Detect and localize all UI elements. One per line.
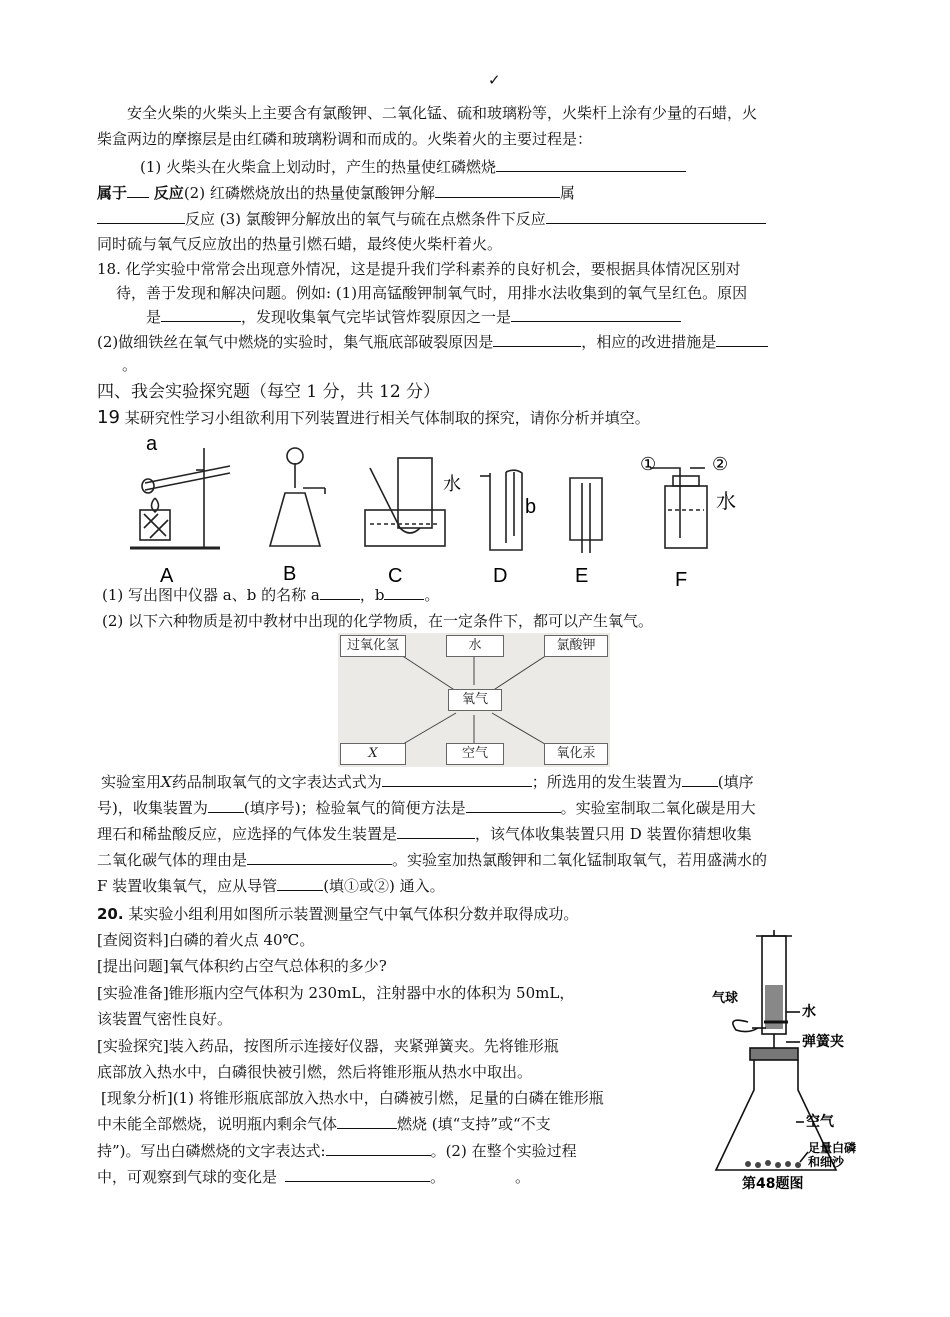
q18-line-2: 待，善于发现和解决问题。例如: (1)用高锰酸钾制氧气时，用排水法收集到的氧气呈红色。原因: [116, 284, 748, 302]
q18-line-1: 18. 化学实验中常常会出现意外情况，这是提升我们学科素养的良好机会，要根据具体情况区别对: [97, 260, 741, 278]
answer-blank[interactable]: [161, 305, 241, 322]
intro-line-1: 安全火柴的火柴头上主要含有氯酸钾、二氧化锰、硫和玻璃粉等，火柴杆上涂有少量的石蜡，火: [127, 104, 758, 122]
label-water-f: 水: [716, 489, 736, 513]
label-port-2: ②: [712, 454, 729, 475]
answer-blank[interactable]: [682, 770, 718, 787]
box-oxygen: 氧气: [448, 689, 502, 711]
box-kclo3: 氯酸钾: [544, 635, 608, 657]
figure-48: [708, 930, 878, 1192]
label-A: A: [160, 565, 174, 587]
q19-part-1: (1) 写出图中仪器 a、b 的名称 a ，b 。: [102, 583, 439, 607]
answer-blank[interactable]: [326, 1139, 431, 1156]
fig48-water-label: 水: [802, 1004, 816, 1020]
apparatus-figure: [120, 428, 760, 590]
fig48-balloon-label: 气球: [712, 991, 739, 1006]
answer-blank[interactable]: [337, 1112, 397, 1129]
answer-blank[interactable]: [397, 822, 475, 839]
q20-line-8: [现象分析](1) 将锥形瓶底部放入热水中，白磷被引燃，足量的白磷在锥形瓶: [101, 1089, 604, 1107]
intro-line-5: 反应 (3) 氯酸钾分解放出的氧气与硫在点燃条件下反应: [97, 207, 766, 231]
q18-line-5: 。: [122, 356, 138, 374]
q19-line-7: F 装置收集氧气，应从导管 (填①或②) 通入。: [97, 874, 445, 898]
q19-part-2: (2) 以下六种物质是初中教材中出现的化学物质，在一定条件下，都可以产生氧气。: [102, 612, 654, 630]
answer-blank[interactable]: [97, 207, 185, 224]
answer-blank[interactable]: [716, 330, 768, 347]
q20-line-5: 该装置气密性良好。: [97, 1010, 233, 1028]
answer-blank[interactable]: [493, 330, 581, 347]
q19-line-3: 实验室用X药品制取氧气的文字表达式式为 ；所选用的发生装置为 (填序: [101, 770, 754, 794]
label-E: E: [575, 565, 589, 587]
fig48-phosphorus-label-1: 足量白磷: [808, 1141, 857, 1155]
answer-blank[interactable]: [466, 796, 561, 813]
answer-blank[interactable]: [496, 155, 686, 172]
label-C: C: [388, 565, 403, 587]
label-port-1: ①: [640, 454, 657, 475]
answer-blank[interactable]: [285, 1165, 430, 1182]
intro-line-6: 同时硫与氧气反应放出的热量引燃石蜡，最终使火柴杆着火。: [97, 235, 503, 253]
q20-line-10: 持”)。写出白磷燃烧的文字表达式: 。(2) 在整个实验过程: [97, 1139, 577, 1163]
answer-blank[interactable]: [384, 583, 424, 600]
q20-line-1: 20. 某实验小组利用如图所示装置测量空气中氧气体积分数并取得成功。: [97, 905, 579, 923]
box-x: X: [340, 743, 406, 765]
q20-line-9: 中未能全部燃烧，说明瓶内剩余气体 燃烧 (填“支持”或“不支: [97, 1112, 551, 1136]
box-air: 空气: [446, 743, 504, 765]
q20-line-7: 底部放入热水中，白磷很快被引燃，然后将锥形瓶从热水中取出。: [97, 1063, 533, 1081]
label-a: a: [146, 433, 158, 455]
section-4-title: 四、我会实验探究题（每空 1 分，共 12 分）: [97, 382, 441, 402]
box-water: 水: [446, 635, 504, 657]
q20-line-2: [查阅资料]白磷的着火点 40℃。: [97, 931, 315, 949]
fig48-caption: 第48题图: [742, 1176, 804, 1192]
fig48-clip-label: 弹簧夹: [802, 1034, 844, 1050]
label-D: D: [493, 565, 508, 587]
box-hgo: 氧化汞: [544, 743, 608, 765]
answer-blank[interactable]: [277, 874, 323, 891]
q20-line-6: [实验探究]装入药品，按图所示连接好仪器，夹紧弹簧夹。先将锥形瓶: [97, 1037, 559, 1055]
fig48-phosphorus-label-2: 和细沙: [808, 1155, 845, 1169]
q19-line-6: 二氧化碳气体的理由是 。实验室加热氯酸钾和二氧化锰制取氧气，若用盛满水的: [97, 848, 767, 872]
label-water-c: 水: [443, 474, 461, 495]
answer-blank[interactable]: [511, 305, 681, 322]
label-b: b: [525, 496, 537, 518]
box-h2o2: 过氧化氢: [340, 635, 406, 657]
answer-blank[interactable]: [435, 181, 560, 198]
q19-intro: 19 某研究性学习小组欲利用下列装置进行相关气体制取的探究，请你分析并填空。: [97, 407, 650, 428]
q20-line-11: 中，可观察到气球的变化是 。 。: [97, 1165, 530, 1189]
answer-blank[interactable]: [546, 207, 766, 224]
answer-blank[interactable]: [382, 770, 532, 787]
fig48-air-label: 空气: [806, 1114, 834, 1130]
answer-blank[interactable]: [320, 583, 360, 600]
q20-line-3: [提出问题]氧气体积约占空气总体积的多少?: [97, 957, 387, 975]
intro-line-4: 属于 反应(2) 红磷燃烧放出的热量使氯酸钾分解 属: [97, 181, 575, 205]
answer-blank[interactable]: [247, 848, 392, 865]
check-mark: ✓: [488, 71, 501, 89]
answer-blank[interactable]: [127, 181, 149, 198]
q18-line-3: 是 ，发现收集氧气完毕试管炸裂原因之一是: [146, 305, 681, 329]
answer-blank[interactable]: [208, 796, 244, 813]
oxygen-source-diagram: [338, 633, 610, 767]
q19-line-4: 号)，收集装置为 (填序号)；检验氧气的简便方法是 。实验室制取二氧化碳是用大: [97, 796, 756, 820]
q19-line-5: 理石和稀盐酸反应，应选择的气体发生装置是 ，该气体收集装置只用 D 装置你猜想收集: [97, 822, 752, 846]
intro-line-2: 柴盒两边的摩擦层是由红磷和玻璃粉调和而成的。火柴着火的主要过程是：: [97, 130, 593, 148]
intro-line-3: (1) 火柴头在火柴盒上划动时，产生的热量使红磷燃烧: [140, 155, 686, 179]
label-B: B: [283, 563, 297, 585]
label-F: F: [675, 569, 688, 590]
q18-line-4: (2)做细铁丝在氧气中燃烧的实验时，集气瓶底部破裂原因是 ，相应的改进措施是: [97, 330, 768, 354]
q20-line-4: [实验准备]锥形瓶内空气体积为 230mL，注射器中水的体积为 50mL，: [97, 984, 575, 1002]
